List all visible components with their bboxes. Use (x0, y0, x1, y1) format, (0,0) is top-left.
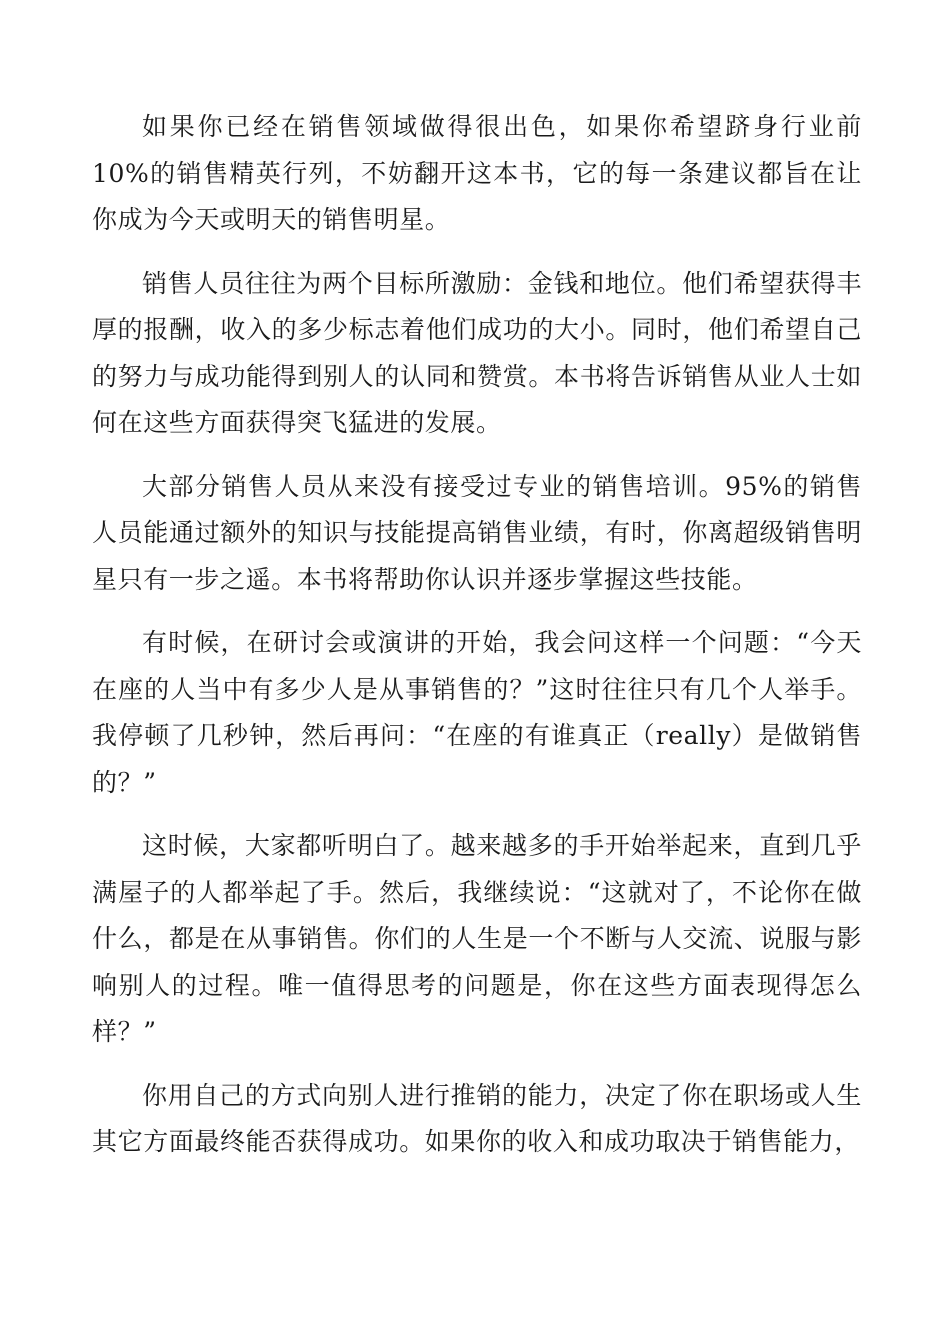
paragraph-4: 有时候，在研讨会或演讲的开始，我会问这样一个问题：“今天在座的人当中有多少人是从事销售的？”这时往往只有几个人举手。我停顿了几秒钟，然后再问：“在座的有谁真正（really）是做销售的？” (92, 628, 862, 797)
paragraph-2: 销售人员往往为两个目标所激励：金钱和地位。他们希望获得丰厚的报酬，收入的多少标志着他们成功的大小。同时，他们希望自己的努力与成功能得到别人的认同和赞赏。本书将告诉销售从业人士如何在这些方面获得突飞猛进的发展。 (92, 268, 862, 437)
document-body (92, 104, 862, 1183)
paragraph-1: 如果你已经在销售领域做得很出色，如果你希望跻身行业前 10%的销售精英行列，不妨翻开这本书，它的每一条建议都旨在让你成为今天或明天的销售明星。 (92, 112, 862, 234)
paragraph-5: 这时候，大家都听明白了。越来越多的手开始举起来，直到几乎满屋子的人都举起了手。然后，我继续说：“这就对了，不论你在做什么，都是在从事销售。你们的人生是一个不断与人交流、说服与影响别人的过程。唯一值得思考的问题是，你在这些方面表现得怎么样？” (92, 831, 862, 1046)
paragraph-6: 你用自己的方式向别人进行推销的能力，决定了你在职场或人生其它方面最终能否获得成功。如果你的收入和成功取决于销售能力， (92, 1080, 862, 1156)
paragraph-3: 大部分销售人员从来没有接受过专业的销售培训。95%的销售人员能通过额外的知识与技能提高销售业绩，有时，你离超级销售明星只有一步之遥。本书将帮助你认识并逐步掌握这些技能。 (92, 471, 862, 594)
